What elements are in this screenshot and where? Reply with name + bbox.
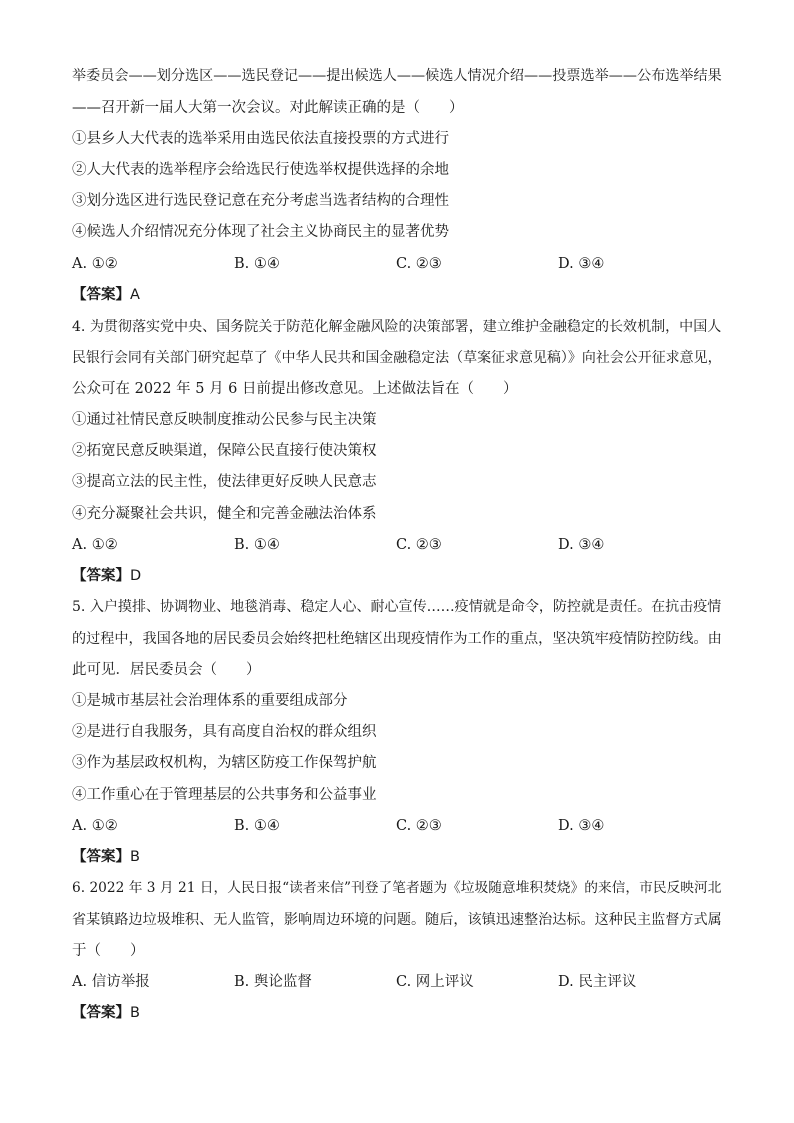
q5-option-a: A. ①② bbox=[72, 818, 118, 834]
q4-item-4: ④充分凝聚社会共识，健全和完善金融法治体系 bbox=[72, 506, 377, 522]
q5-answer-value: B bbox=[130, 849, 140, 865]
q5-stem-line1: 5. 入户摸排、协调物业、地毯消毒、稳定人心、耐心宣传……疫情就是命令，防控就是责任。在抗击疫情 bbox=[72, 599, 722, 615]
q3-item-1: ①县乡人大代表的选举采用由选民依法直接投票的方式进行 bbox=[72, 131, 449, 147]
q4-stem-line1: 4. 为贯彻落实党中央、国务院关于防范化解金融风险的决策部署，建立维护金融稳定的长效机制，中国人 bbox=[72, 319, 722, 335]
q4-item-2: ②拓宽民意反映渠道，保障公民直接行使决策权 bbox=[72, 443, 377, 459]
q3-answer bbox=[72, 285, 140, 305]
q4-stem-line2: 民银行会同有关部门研究起草了《中华人民共和国金融稳定法（草案征求意见稿）》向社会公开征求意见， bbox=[72, 350, 722, 366]
q3-item-2: ②人大代表的选举程序会给选民行使选举权提供选择的余地 bbox=[72, 162, 449, 178]
q6-option-c: C. 网上评议 bbox=[396, 974, 474, 990]
q3-option-d: D. ③④ bbox=[558, 256, 605, 272]
q6-option-d: D. 民主评议 bbox=[558, 974, 637, 990]
q3-item-3: ③划分选区进行选民登记意在充分考虑当选者结构的合理性 bbox=[72, 193, 449, 209]
q4-option-a: A. ①② bbox=[72, 537, 118, 553]
q4-stem-line3: 公众可在 2022 年 5 月 6 日前提出修改意见。上述做法旨在（ ） bbox=[72, 381, 518, 397]
q6-stem-line2: 省某镇路边垃圾堆积、无人监管，影响周边环境的问题。随后，该镇迅速整治达标。这种民主监督方式属 bbox=[72, 912, 722, 928]
q5-item-2: ②是进行自我服务，具有高度自治权的群众组织 bbox=[72, 724, 377, 740]
q4-answer-value: D bbox=[130, 568, 142, 584]
q4-item-3: ③提高立法的民主性，使法律更好反映人民意志 bbox=[72, 474, 377, 490]
q3-answer-value: A bbox=[130, 287, 140, 303]
q6-option-a: A. 信访举报 bbox=[72, 974, 150, 990]
q3-item-4: ④候选人介绍情况充分体现了社会主义协商民主的显著优势 bbox=[72, 224, 449, 240]
q5-answer bbox=[72, 847, 140, 867]
q4-option-c: C. ②③ bbox=[396, 537, 442, 553]
q4-item-1: ①通过社情民意反映制度推动公民参与民主决策 bbox=[72, 412, 377, 428]
q4-answer-label: 【答案】 bbox=[72, 568, 130, 584]
q5-stem-line2: 的过程中，我国各地的居民委员会始终把杜绝辖区出现疫情作为工作的重点，坚决筑牢疫情防控防线。由 bbox=[72, 631, 722, 647]
q5-option-b: B. ①④ bbox=[234, 818, 280, 834]
q6-answer-label: 【答案】 bbox=[72, 1005, 130, 1021]
q5-option-c: C. ②③ bbox=[396, 818, 442, 834]
q4-option-d: D. ③④ bbox=[558, 537, 605, 553]
q3-stem-line1: 举委员会——划分选区——选民登记——提出候选人——候选人情况介绍——投票选举——公布选举结果 bbox=[72, 68, 722, 84]
q6-stem-line1: 6. 2022 年 3 月 21 日，人民日报“读者来信”刊登了笔者题为《垃圾随意堆积焚烧》的来信，市民反映河北 bbox=[72, 880, 722, 896]
q5-item-3: ③作为基层政权机构，为辖区防疫工作保驾护航 bbox=[72, 755, 377, 771]
q3-option-b: B. ①④ bbox=[234, 256, 280, 272]
q3-option-a: A. ①② bbox=[72, 256, 118, 272]
q5-item-4: ④工作重心在于管理基层的公共事务和公益事业 bbox=[72, 787, 377, 803]
q3-answer-label: 【答案】 bbox=[72, 287, 130, 303]
q5-item-1: ①是城市基层社会治理体系的重要组成部分 bbox=[72, 693, 348, 709]
q6-answer bbox=[72, 1003, 140, 1023]
q3-option-c: C. ②③ bbox=[396, 256, 442, 272]
q6-answer-value: B bbox=[130, 1005, 140, 1021]
q6-option-b: B. 舆论监督 bbox=[234, 974, 312, 990]
q5-option-d: D. ③④ bbox=[558, 818, 605, 834]
q6-stem-line3: 于（ ） bbox=[72, 943, 145, 959]
q3-stem-line2: ——召开新一届人大第一次会议。对此解读正确的是（ ） bbox=[72, 100, 464, 116]
q5-answer-label: 【答案】 bbox=[72, 849, 130, 865]
q4-answer bbox=[72, 566, 141, 586]
q4-option-b: B. ①④ bbox=[234, 537, 280, 553]
q5-stem-line3: 此可见．居民委员会（ ） bbox=[72, 662, 261, 678]
